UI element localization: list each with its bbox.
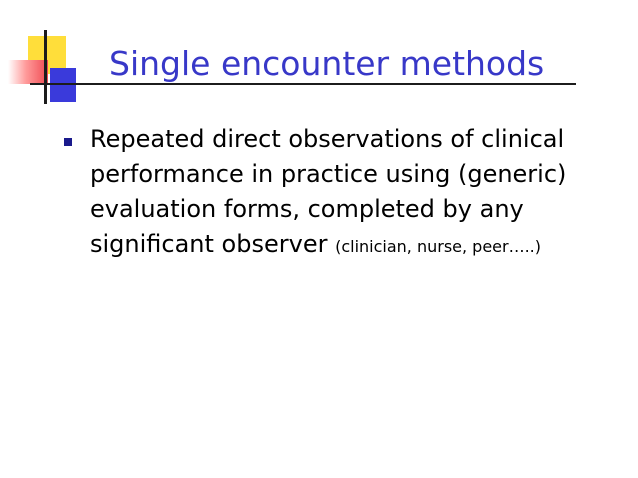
logo-vertical-line <box>44 30 47 104</box>
slide-title: Single encounter methods <box>109 44 545 83</box>
logo-blue-square <box>50 68 76 102</box>
bullet-text <box>90 122 590 264</box>
logo-red-bar <box>8 60 48 84</box>
bullet-main-text: Repeated direct observations of clinical performance in practice using (generic) evaluation forms, completed by any significant observer <box>90 125 567 258</box>
bullet-square-icon <box>64 138 72 146</box>
bullet-parenthetical-text: (clinician, nurse, peer…..) <box>335 237 541 256</box>
